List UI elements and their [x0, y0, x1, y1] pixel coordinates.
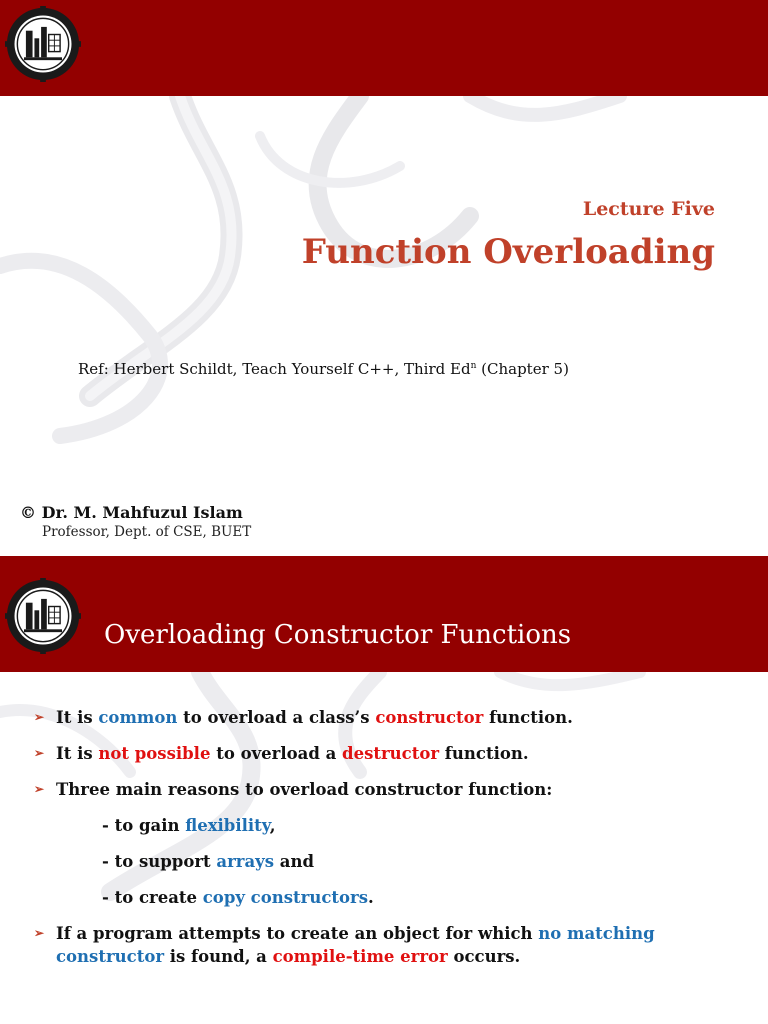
text: - to create [102, 888, 203, 907]
content-slide [0, 556, 768, 1024]
text: to overload a [210, 744, 343, 763]
lecture-label: Lecture Five [582, 198, 715, 220]
highlight-text: no matching [538, 924, 655, 943]
reference-text: Ref: Herbert Schildt, Teach Yourself C++, Third Ed [78, 360, 471, 378]
text: and [274, 852, 315, 871]
highlight-text: compile-time error [272, 947, 448, 966]
text: If a program attempts to create an object for which [56, 924, 539, 943]
university-logo-icon [5, 6, 81, 82]
text: to overload a class’s [177, 708, 376, 727]
author-affiliation: Professor, Dept. of CSE, BUET [42, 524, 252, 540]
line [56, 922, 754, 945]
slide-title: Overloading Constructor Functions [104, 620, 572, 650]
text: - to support [102, 852, 217, 871]
list-item [34, 922, 754, 968]
arrow-bullet-icon: ➢ [34, 746, 45, 760]
text: occurs. [447, 947, 521, 966]
text: . [368, 888, 374, 907]
highlight-text: arrays [216, 852, 275, 871]
author-name: © Dr. M. Mahfuzul Islam [20, 503, 243, 522]
text: It is [56, 744, 99, 763]
text: It is [56, 708, 99, 727]
highlight-text: copy constructors [202, 888, 368, 907]
highlight-text: flexibility [185, 816, 270, 835]
list-item [34, 778, 754, 801]
page-title: Function Overloading [301, 232, 715, 272]
arrow-bullet-icon: ➢ [34, 782, 45, 796]
highlight-text: constructor [56, 947, 165, 966]
text: Three main reasons to overload constructor function: [56, 780, 553, 799]
text: is found, a [164, 947, 273, 966]
sub-item [34, 850, 754, 873]
arrow-bullet-icon: ➢ [34, 710, 45, 724]
highlight-text: not possible [98, 744, 211, 763]
header-banner [0, 0, 768, 96]
list-item [34, 742, 754, 765]
list-item [34, 706, 754, 729]
header-banner [0, 556, 768, 672]
university-logo-icon [5, 578, 81, 654]
text: function. [439, 744, 529, 763]
text: - to gain [102, 816, 186, 835]
reference-line [78, 360, 569, 378]
highlight-text: destructor [342, 744, 440, 763]
background-vines-decoration [0, 96, 768, 556]
sub-item [34, 814, 754, 837]
reference-chapter: (Chapter 5) [476, 360, 569, 378]
reference-superscript: n [470, 361, 477, 371]
highlight-text: common [98, 708, 178, 727]
text: function. [483, 708, 573, 727]
highlight-text: constructor [375, 708, 484, 727]
line [56, 945, 754, 968]
sub-item [34, 886, 754, 909]
text: , [269, 816, 276, 835]
arrow-bullet-icon: ➢ [34, 926, 45, 940]
bullet-list [34, 706, 754, 968]
